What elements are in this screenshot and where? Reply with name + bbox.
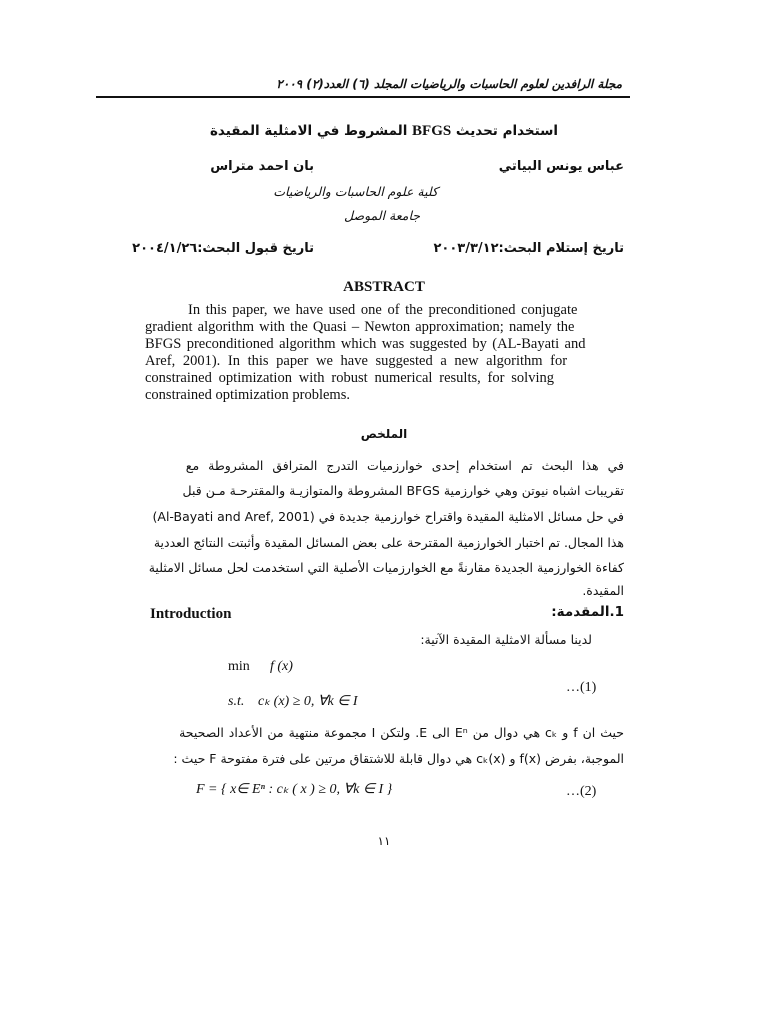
intro-paragraph-line: حيث ان f و cₖ هي دوال من Eⁿ الى E. ولتكن I مجموعة منتهية من الأعداد الصحيحة [179, 725, 624, 740]
abstract-line: Aref, 2001). In this paper we have suggested a new algorithm for [145, 353, 568, 369]
paper-title [0, 124, 768, 139]
university: جامعة الموصل [344, 208, 420, 223]
abstract-line: In this paper, we have used one of the preconditioned conjugate [188, 302, 578, 318]
title-acronym: BFGS [412, 123, 452, 139]
eq2-set-definition: F = { x∈ Eⁿ : cₖ ( x ) ≥ 0, ∀k ∈ I } [196, 782, 393, 797]
abstract-line: constrained optimization with robust numerical results, for solving [145, 370, 554, 386]
abstract-heading: ABSTRACT [343, 279, 425, 295]
date-received: تاريخ إستلام البحث:٢٠٠٣/٣/١٢ [433, 241, 624, 256]
intro-heading-en: Introduction [150, 606, 232, 622]
affiliation: كلية علوم الحاسبات والرياضيات [273, 184, 438, 199]
intro-heading-ar: 1.المقدمة: [551, 604, 624, 620]
author-first: عباس يونس البياتي [498, 159, 624, 174]
date-accepted: تاريخ قبول البحث:٢٠٠٤/١/٢٦ [132, 241, 314, 256]
abstract-line: BFGS preconditioned algorithm which was suggested by (AL-Bayati and [145, 336, 586, 352]
title-part-1: استخدام تحديث [451, 123, 559, 139]
arabic-abstract-heading: الملخص [360, 427, 408, 441]
eq1-operator-min: min [228, 659, 250, 674]
page-number: ١١ [377, 834, 391, 848]
eq1-operator-st: s.t. [228, 694, 245, 709]
intro-lead: لدينا مسألة الامثلية المقيدة الآتية: [420, 632, 592, 647]
title-part-2: المشروط في الامثلية المقيدة [209, 123, 413, 139]
eq2-number: …(2) [566, 784, 597, 799]
arabic-abstract-line: كفاءة الخوارزمية الجديدة مقارنةً مع الخوارزميات الأصلية التي استخدمت لحل مسائل الامثلية [148, 560, 624, 575]
arabic-abstract-line: في هذا البحث تم استخدام إحدى خوارزميات التدرج المترافق المشروطة مع [185, 458, 624, 473]
arabic-abstract-line: المقيدة. [582, 583, 624, 598]
arabic-abstract-line: هذا المجال. تم اختبار الخوارزمية المقترحة على بعض المسائل المقيدة وأثبتت النتائج العددية [153, 535, 624, 550]
abstract-line: gradient algorithm with the Quasi – Newton approximation; namely the [145, 319, 575, 335]
eq1-objective: f (x) [270, 659, 293, 674]
arabic-abstract-line: تقريبات اشباه نيوتن وهي خوارزمية BFGS المشروطة والمتوازيـة والمقترحـة مـن قبل [182, 483, 624, 498]
intro-paragraph-line: الموجبة، بفرض f(x) و cₖ(x) هي دوال قابلة للاشتقاق مرتين على فترة مفتوحة F حيث : [173, 751, 624, 766]
arabic-abstract-line: (Al-Bayati and Aref, 2001) في حل مسائل الامثلية المقيدة واقتراح خوارزمية جديدة في [152, 509, 624, 524]
eq1-number: …(1) [566, 680, 597, 695]
header-rule [96, 96, 630, 98]
eq1-constraint: cₖ (x) ≥ 0, ∀k ∈ I [258, 694, 358, 709]
author-second: بان احمد متراس [210, 159, 314, 174]
abstract-line: constrained optimization problems. [145, 387, 350, 403]
journal-header: مجلة الرافدين لعلوم الحاسبات والرياضيات المجلد (٦) العدد(٢) ٢٠٠٩ [276, 77, 622, 91]
